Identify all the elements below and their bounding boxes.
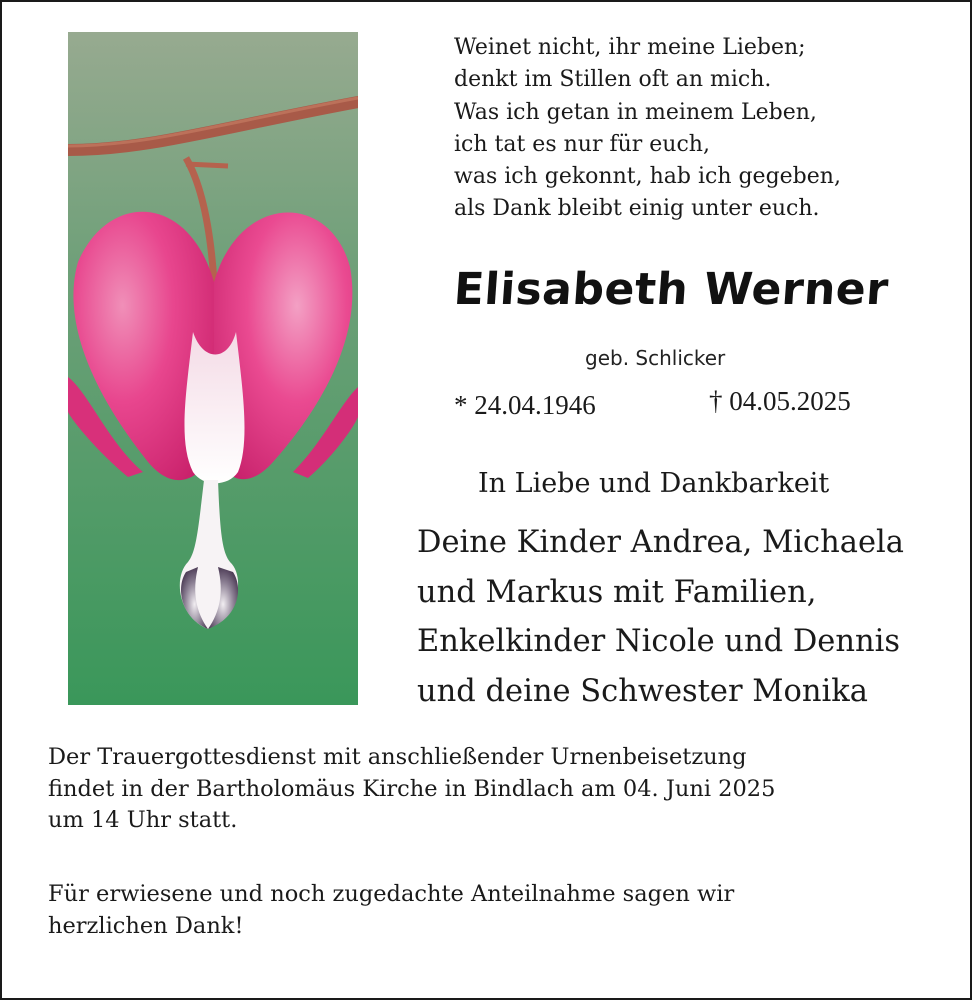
poem-line: ich tat es nur für euch, [454,131,710,157]
service-line: findet in der Bartholomäus Kirche in Bindlach am 04. Juni 2025 [48,775,776,802]
poem-line: denkt im Stillen oft an mich. [454,67,772,93]
mourners-line: und deine Schwester Monika [417,673,868,709]
mourners-line: und Markus mit Familien, [417,574,817,610]
poem-line: was ich gekonnt, hab ich gegeben, [454,164,841,190]
service-line: um 14 Uhr statt. [48,807,238,833]
poem [454,32,954,226]
thanks-note [48,879,948,942]
mourners-line: Deine Kinder Andrea, Michaela [417,525,904,560]
funeral-service-info [48,742,948,837]
mourners-intro: In Liebe und Dankbarkeit [478,468,830,499]
service-line: Der Trauergottesdienst mit anschließender Urnenbeisetzung [48,744,747,770]
mourners-line: Enkelkinder Nicole und Dennis [417,624,901,659]
mourners-list [417,518,967,716]
poem-line: Was ich getan in meinem Leben, [454,99,817,125]
bleeding-heart-flower-image [68,32,358,705]
thanks-line: herzlichen Dank! [48,912,244,939]
birth-name: geb. Schlicker [585,346,726,370]
poem-line: Weinet nicht, ihr meine Lieben; [454,35,806,60]
deceased-name: Elisabeth Werner [452,264,891,315]
poem-line: als Dank bleibt einig unter euch. [454,196,820,222]
birth-date: * 24.04.1946 [454,390,596,420]
death-date: † 04.05.2025 [709,386,851,416]
thanks-line: Für erwiesene und noch zugedachte Anteilnahme sagen wir [48,881,735,907]
